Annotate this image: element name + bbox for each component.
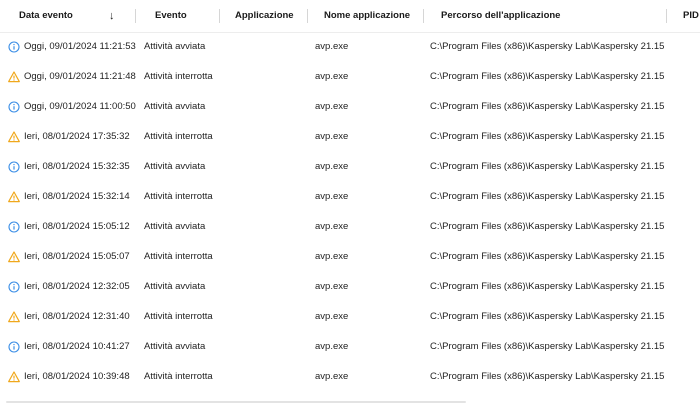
cell-app-name: avp.exe — [315, 71, 349, 82]
table-row[interactable] — [0, 32, 700, 62]
warning-icon — [8, 71, 20, 83]
cell-app-name: avp.exe — [315, 221, 349, 232]
cell-date: Oggi, 09/01/2024 11:21:53 — [24, 41, 136, 52]
cell-date: Ieri, 08/01/2024 15:32:35 — [24, 161, 130, 172]
column-header-date[interactable]: Data evento — [19, 10, 73, 21]
cell-date: Ieri, 08/01/2024 15:05:07 — [24, 251, 130, 262]
cell-event: Attività interrotta — [144, 251, 213, 262]
warning-icon — [8, 131, 20, 143]
table-row[interactable] — [0, 122, 700, 152]
info-icon — [8, 341, 20, 353]
cell-app-name: avp.exe — [315, 341, 349, 352]
column-separator[interactable] — [135, 9, 136, 23]
cell-date: Oggi, 09/01/2024 11:00:50 — [24, 101, 136, 112]
cell-date: Oggi, 09/01/2024 11:21:48 — [24, 71, 136, 82]
scrollbar-thumb[interactable] — [6, 401, 466, 403]
column-header-application[interactable]: Applicazione — [235, 10, 294, 21]
cell-date: Ieri, 08/01/2024 17:35:32 — [24, 131, 130, 142]
cell-app-name: avp.exe — [315, 161, 349, 172]
column-header-event[interactable]: Evento — [155, 10, 187, 21]
cell-app-name: avp.exe — [315, 311, 349, 322]
cell-app-path: C:\Program Files (x86)\Kaspersky Lab\Kaspersky 21.15 — [430, 251, 665, 262]
cell-app-name: avp.exe — [315, 191, 349, 202]
cell-app-name: avp.exe — [315, 251, 349, 262]
cell-app-path: C:\Program Files (x86)\Kaspersky Lab\Kaspersky 21.15 — [430, 101, 665, 112]
column-header-app-name[interactable]: Nome applicazione — [324, 10, 411, 21]
cell-app-name: avp.exe — [315, 41, 349, 52]
table-row[interactable] — [0, 182, 700, 212]
column-header-pid[interactable]: PID — [683, 10, 699, 21]
cell-app-path: C:\Program Files (x86)\Kaspersky Lab\Kaspersky 21.15 — [430, 311, 665, 322]
cell-app-path: C:\Program Files (x86)\Kaspersky Lab\Kaspersky 21.15 — [430, 161, 665, 172]
column-separator[interactable] — [423, 9, 424, 23]
warning-icon — [8, 251, 20, 263]
cell-app-name: avp.exe — [315, 101, 349, 112]
table-row[interactable] — [0, 332, 700, 362]
cell-app-path: C:\Program Files (x86)\Kaspersky Lab\Kaspersky 21.15 — [430, 71, 665, 82]
cell-date: Ieri, 08/01/2024 12:31:40 — [24, 311, 130, 322]
info-icon — [8, 281, 20, 293]
cell-event: Attività avviata — [144, 341, 206, 352]
table-body — [0, 32, 700, 392]
column-header-app-path[interactable]: Percorso dell'applicazione — [441, 10, 561, 21]
cell-date: Ieri, 08/01/2024 15:32:14 — [24, 191, 130, 202]
column-separator[interactable] — [219, 9, 220, 23]
cell-event: Attività interrotta — [144, 71, 213, 82]
table-row[interactable] — [0, 362, 700, 392]
cell-event: Attività avviata — [144, 281, 206, 292]
table-row[interactable] — [0, 92, 700, 122]
cell-event: Attività avviata — [144, 101, 206, 112]
table-row[interactable] — [0, 302, 700, 332]
sort-descending-icon[interactable]: ↓ — [109, 10, 115, 22]
cell-date: Ieri, 08/01/2024 10:39:48 — [24, 371, 130, 382]
info-icon — [8, 221, 20, 233]
table-row[interactable] — [0, 272, 700, 302]
column-separator[interactable] — [666, 9, 667, 23]
cell-event: Attività interrotta — [144, 131, 213, 142]
table-row[interactable] — [0, 212, 700, 242]
cell-app-name: avp.exe — [315, 131, 349, 142]
warning-icon — [8, 311, 20, 323]
horizontal-scrollbar[interactable] — [0, 398, 468, 405]
cell-date: Ieri, 08/01/2024 12:32:05 — [24, 281, 130, 292]
cell-date: Ieri, 08/01/2024 10:41:27 — [24, 341, 130, 352]
column-separator[interactable] — [307, 9, 308, 23]
cell-event: Attività interrotta — [144, 371, 213, 382]
cell-app-name: avp.exe — [315, 371, 349, 382]
cell-app-path: C:\Program Files (x86)\Kaspersky Lab\Kaspersky 21.15 — [430, 191, 665, 202]
cell-app-path: C:\Program Files (x86)\Kaspersky Lab\Kaspersky 21.15 — [430, 341, 665, 352]
cell-app-path: C:\Program Files (x86)\Kaspersky Lab\Kaspersky 21.15 — [430, 281, 665, 292]
info-icon — [8, 161, 20, 173]
warning-icon — [8, 371, 20, 383]
table-row[interactable] — [0, 152, 700, 182]
info-icon — [8, 41, 20, 53]
cell-app-path: C:\Program Files (x86)\Kaspersky Lab\Kaspersky 21.15 — [430, 371, 665, 382]
cell-event: Attività interrotta — [144, 191, 213, 202]
warning-icon — [8, 191, 20, 203]
cell-app-path: C:\Program Files (x86)\Kaspersky Lab\Kaspersky 21.15 — [430, 221, 665, 232]
table-row[interactable] — [0, 242, 700, 272]
cell-event: Attività avviata — [144, 41, 206, 52]
table-header — [0, 0, 700, 33]
cell-app-path: C:\Program Files (x86)\Kaspersky Lab\Kaspersky 21.15 — [430, 41, 665, 52]
cell-date: Ieri, 08/01/2024 15:05:12 — [24, 221, 130, 232]
info-icon — [8, 101, 20, 113]
cell-event: Attività avviata — [144, 161, 206, 172]
table-row[interactable] — [0, 62, 700, 92]
cell-event: Attività avviata — [144, 221, 206, 232]
cell-app-name: avp.exe — [315, 281, 349, 292]
cell-event: Attività interrotta — [144, 311, 213, 322]
cell-app-path: C:\Program Files (x86)\Kaspersky Lab\Kaspersky 21.15 — [430, 131, 665, 142]
